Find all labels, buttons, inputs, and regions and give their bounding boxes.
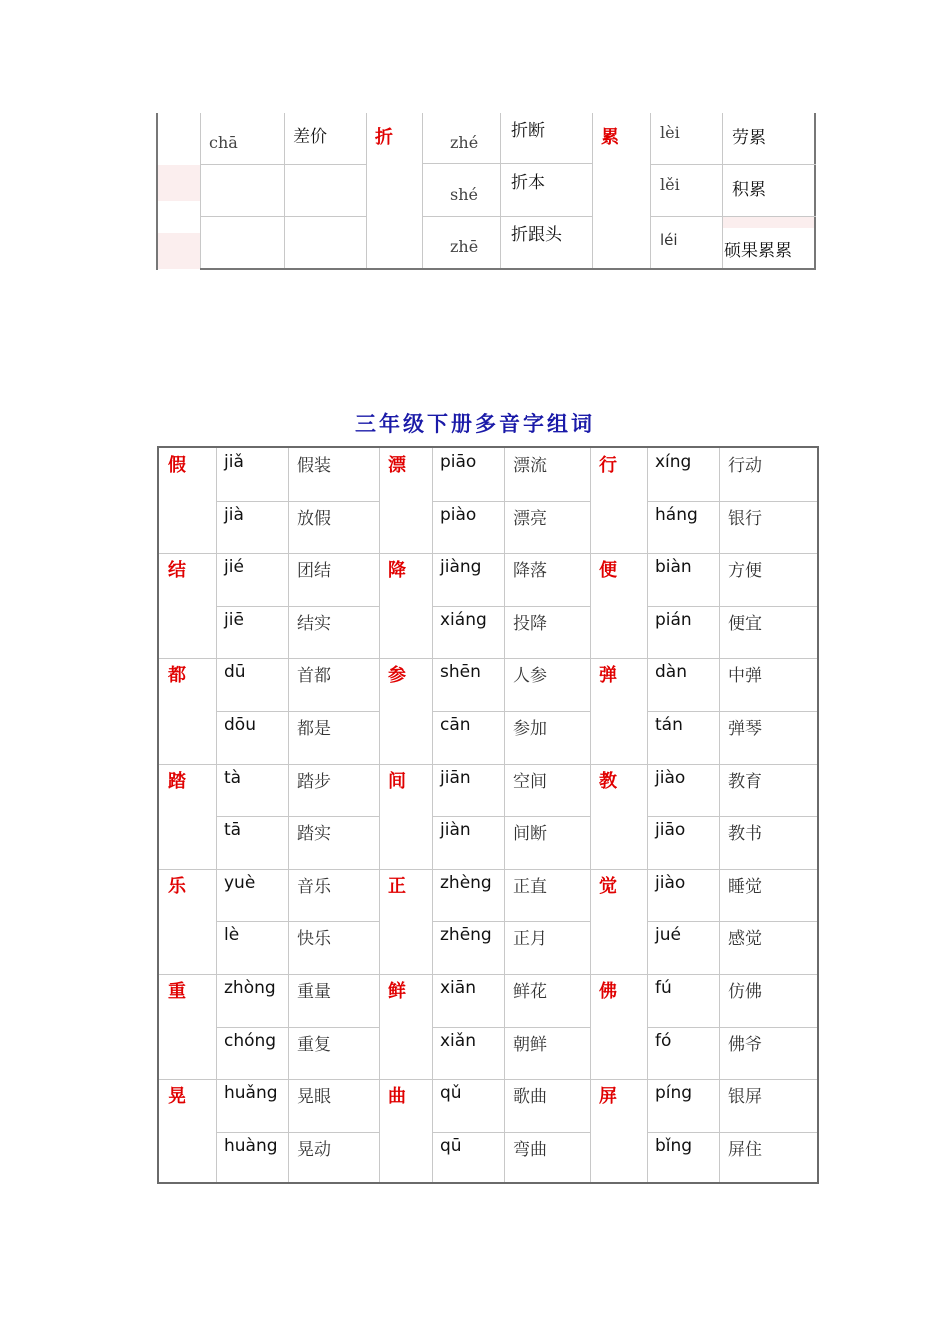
word-text: 弹琴 <box>728 719 762 739</box>
word-text: 假装 <box>297 456 331 476</box>
table-divider <box>647 501 817 502</box>
pinyin-text: biàn <box>655 557 692 578</box>
pinyin-text: xiáng <box>440 609 487 630</box>
table-divider <box>216 1027 379 1028</box>
table-divider <box>288 448 289 1182</box>
top-table <box>156 113 817 270</box>
table-divider <box>216 816 379 817</box>
polyphone-char: 佛 <box>599 981 617 1002</box>
pinyin-text: qǔ <box>440 1083 462 1104</box>
word-text: 弯曲 <box>513 1139 547 1160</box>
word-text: 折本 <box>511 173 545 193</box>
pinyin-text: jiào <box>655 767 686 788</box>
table-divider <box>216 606 379 607</box>
pinyin-text: bǐng <box>655 1135 693 1156</box>
word-text: 人参 <box>513 666 547 687</box>
polyphone-char: 折 <box>375 127 393 148</box>
page-title: 三年级下册多音字组词 <box>355 411 595 436</box>
table-divider <box>650 113 651 270</box>
polyphone-char: 踏 <box>168 770 186 792</box>
word-text: 晃眼 <box>297 1087 331 1108</box>
table-divider <box>432 501 590 502</box>
pinyin-text: piāo <box>440 452 477 472</box>
polyphone-char: 结 <box>168 560 186 582</box>
word-text: 中弹 <box>728 666 762 687</box>
pinyin-text: jiǎ <box>224 452 244 472</box>
word-text: 歌曲 <box>513 1087 547 1108</box>
pinyin-text: dōu <box>224 715 256 735</box>
pinyin-text: xiān <box>440 978 476 998</box>
word-text: 折断 <box>511 121 545 141</box>
word-text: 都是 <box>297 719 331 739</box>
table-divider <box>500 113 501 270</box>
word-text: 参加 <box>513 719 547 739</box>
word-text: 降落 <box>513 561 547 582</box>
word-text: 结实 <box>297 613 331 634</box>
word-text: 积累 <box>732 180 766 200</box>
table-divider <box>719 448 720 1182</box>
table-divider <box>432 1132 590 1133</box>
table-divider <box>647 448 648 1182</box>
polyphone-char: 便 <box>599 560 617 582</box>
word-text: 间断 <box>513 824 547 845</box>
pinyin-text: jié <box>224 557 244 578</box>
word-text: 正直 <box>513 876 547 897</box>
word-text: 快乐 <box>297 929 331 950</box>
pinyin-text: jià <box>224 504 244 525</box>
pinyin-text: zhèng <box>440 872 492 893</box>
word-text: 行动 <box>728 456 762 476</box>
table-border <box>156 113 158 270</box>
table-divider <box>647 1132 817 1133</box>
table-divider <box>422 113 423 270</box>
pinyin-text: jiàng <box>440 557 482 578</box>
word-text: 踏步 <box>297 771 331 792</box>
pinyin-text: huǎng <box>224 1083 278 1104</box>
pinyin-text: jué <box>655 925 681 946</box>
table-divider <box>159 869 817 870</box>
pinyin-text: lěi <box>660 175 680 194</box>
pinyin-text: lè <box>224 925 240 946</box>
cell-shade <box>722 216 814 228</box>
word-text: 漂亮 <box>513 508 547 529</box>
table-divider <box>379 448 380 1182</box>
word-text: 团结 <box>297 561 331 582</box>
table-divider <box>200 164 366 165</box>
table-divider <box>216 448 217 1182</box>
pinyin-text: léi <box>660 231 678 249</box>
main-table <box>157 446 819 1184</box>
table-divider <box>432 816 590 817</box>
word-text: 仿佛 <box>728 982 762 1002</box>
pinyin-text: cān <box>440 715 471 735</box>
cell-shade <box>158 233 200 269</box>
polyphone-char: 晃 <box>168 1086 186 1108</box>
table-divider <box>159 1079 817 1080</box>
word-text: 首都 <box>297 666 331 687</box>
table-divider <box>216 921 379 922</box>
word-text: 重复 <box>297 1034 331 1055</box>
pinyin-text: zhòng <box>224 978 276 998</box>
cell-shade <box>158 165 200 201</box>
table-divider <box>422 216 592 217</box>
table-divider <box>422 163 592 164</box>
pinyin-text: fó <box>655 1030 672 1051</box>
pinyin-text: zhēng <box>440 925 492 946</box>
word-text: 差价 <box>293 127 327 147</box>
pinyin-text: xíng <box>655 452 692 472</box>
pinyin-text: tán <box>655 715 683 735</box>
table-divider <box>647 816 817 817</box>
polyphone-char: 曲 <box>388 1086 406 1108</box>
table-border <box>200 268 816 270</box>
table-divider <box>647 1027 817 1028</box>
polyphone-char: 降 <box>388 560 406 582</box>
pinyin-text: dū <box>224 662 246 683</box>
word-text: 劳累 <box>732 128 766 148</box>
pinyin-text: piào <box>440 504 477 525</box>
word-text: 感觉 <box>728 929 762 950</box>
pinyin-text: chóng <box>224 1030 277 1051</box>
table-divider <box>216 711 379 712</box>
word-text: 银屏 <box>728 1087 762 1108</box>
table-divider <box>590 448 591 1182</box>
pinyin-text: yuè <box>224 872 256 893</box>
table-divider <box>159 974 817 975</box>
pinyin-text: jiē <box>224 609 244 630</box>
polyphone-char: 重 <box>168 981 186 1002</box>
word-text: 朝鲜 <box>513 1034 547 1055</box>
word-text: 教书 <box>728 824 762 845</box>
word-text: 漂流 <box>513 456 547 476</box>
pinyin-text: zhē <box>450 237 479 256</box>
polyphone-char: 漂 <box>388 455 406 476</box>
word-text: 佛爷 <box>728 1034 762 1055</box>
word-text: 空间 <box>513 771 547 792</box>
word-text: 鲜花 <box>513 982 547 1002</box>
table-divider <box>504 448 505 1182</box>
word-text: 正月 <box>513 929 547 950</box>
polyphone-char: 屏 <box>599 1086 617 1108</box>
pinyin-text: píng <box>655 1083 693 1104</box>
word-text: 踏实 <box>297 824 331 845</box>
word-text: 屏住 <box>728 1139 762 1160</box>
table-divider <box>432 448 433 1182</box>
word-text: 折跟头 <box>511 225 562 245</box>
table-divider <box>650 164 816 165</box>
polyphone-char: 参 <box>388 665 406 687</box>
pinyin-text: tà <box>224 767 242 788</box>
polyphone-char: 鲜 <box>388 981 406 1002</box>
pinyin-text: xiǎn <box>440 1030 476 1051</box>
word-text: 放假 <box>297 508 331 529</box>
pinyin-text: lèi <box>660 123 680 142</box>
table-divider <box>647 921 817 922</box>
pinyin-text: fú <box>655 978 672 998</box>
word-text: 方便 <box>728 561 762 582</box>
polyphone-char: 都 <box>168 665 186 687</box>
word-text: 音乐 <box>297 876 331 897</box>
polyphone-char: 乐 <box>168 875 186 897</box>
word-text: 睡觉 <box>728 876 762 897</box>
polyphone-char: 觉 <box>599 875 617 897</box>
table-divider <box>647 711 817 712</box>
polyphone-char: 行 <box>599 455 617 476</box>
table-border <box>814 113 816 270</box>
pinyin-text: shé <box>450 185 478 204</box>
pinyin-text: dàn <box>655 662 687 683</box>
word-text: 银行 <box>728 508 762 529</box>
pinyin-text: qū <box>440 1135 462 1156</box>
pinyin-text: jiāo <box>655 820 686 841</box>
table-divider <box>722 113 723 270</box>
word-text: 投降 <box>513 613 547 634</box>
table-divider <box>432 711 590 712</box>
polyphone-char: 假 <box>168 455 186 476</box>
pinyin-text: jiān <box>440 767 471 788</box>
table-divider <box>200 216 366 217</box>
word-text: 晃动 <box>297 1139 331 1160</box>
table-divider <box>432 1027 590 1028</box>
table-divider <box>432 606 590 607</box>
pinyin-text: jiào <box>655 872 686 893</box>
word-text: 硕果累累 <box>724 241 792 261</box>
pinyin-text: pián <box>655 609 692 630</box>
table-divider <box>216 501 379 502</box>
pinyin-text: huàng <box>224 1135 278 1156</box>
table-divider <box>216 1132 379 1133</box>
pinyin-text: shēn <box>440 662 481 683</box>
polyphone-char: 正 <box>388 875 406 897</box>
table-divider <box>647 606 817 607</box>
polyphone-char: 教 <box>599 770 617 792</box>
pinyin-text: zhé <box>450 133 479 152</box>
word-text: 重量 <box>297 982 331 1002</box>
word-text: 教育 <box>728 771 762 792</box>
pinyin-text: jiàn <box>440 820 471 841</box>
polyphone-char: 累 <box>601 127 619 148</box>
table-divider <box>592 113 593 270</box>
table-divider <box>159 764 817 765</box>
table-divider <box>650 216 816 217</box>
word-text: 便宜 <box>728 613 762 634</box>
table-divider <box>366 113 367 270</box>
pinyin-text: chā <box>209 133 238 152</box>
table-divider <box>200 113 201 270</box>
table-divider <box>159 658 817 659</box>
pinyin-text: tā <box>224 820 242 841</box>
polyphone-char: 弹 <box>599 665 617 687</box>
table-divider <box>432 921 590 922</box>
table-divider <box>284 113 285 270</box>
table-divider <box>159 553 817 554</box>
pinyin-text: háng <box>655 504 698 525</box>
polyphone-char: 间 <box>388 770 406 792</box>
